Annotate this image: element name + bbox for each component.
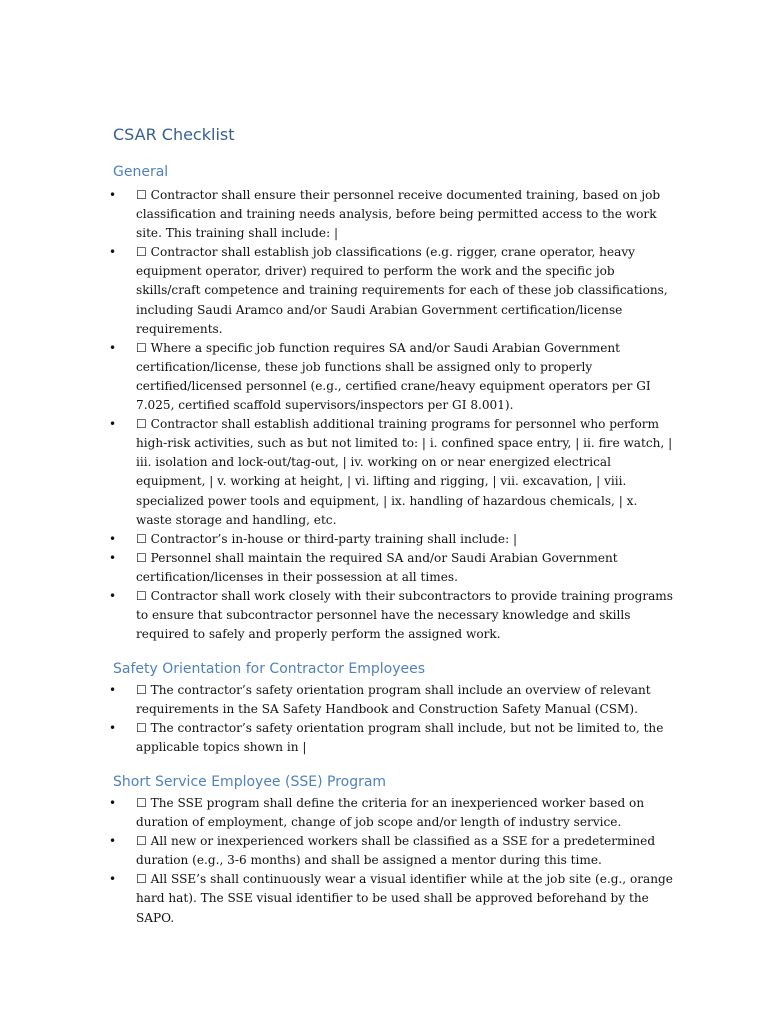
section-safety-orientation — [109, 659, 673, 757]
checklist-item-text: ☐ All SSE’s shall continuously wear a visual identifier while at the job site (e.g., orange hard hat). The SSE visual identifier to be used shall be approved beforehand by the SAPO. — [136, 872, 673, 925]
bullet-icon: • — [109, 796, 117, 810]
bullet-icon: • — [109, 245, 117, 260]
bullet-icon: • — [109, 721, 117, 736]
checklist-item-text: ☐ Contractor shall establish additional training programs for personnel who perform high-risk activities, such as but not limited to: | i. confined space entry, | ii. fire watch, | iii. isolation and lock-out/tag-out, | iv. working on or near energized electrical equipment, | v. working at height, | vi. lifting and rigging, | vii. excavation, | viii. specialized power tools and equipment, | ix. handling of hazardous chemicals, | x. waste storage and handling, etc. — [136, 417, 673, 527]
bullet-icon: • — [109, 834, 117, 849]
checklist-item — [109, 415, 673, 530]
checklist-item — [109, 681, 673, 719]
document-title: CSAR Checklist — [113, 125, 235, 144]
checklist-item — [109, 870, 673, 927]
checklist-item — [109, 832, 673, 870]
checklist-item-text: ☐ Contractor shall establish job classifications (e.g. rigger, crane operator, heavy equipment operator, driver) required to perform the work and the specific job skills/craft competence and training requirements for each of these job classifications, including Saudi Aramco and/or Saudi Arabian Government certification/license requirements. — [136, 245, 668, 336]
checklist-item — [109, 719, 673, 757]
bullet-icon: • — [109, 550, 117, 565]
checklist — [109, 681, 673, 757]
checklist-item-text: ☐ Contractor shall work closely with their subcontractors to provide training programs to ensure that subcontractor personnel have the necessary knowledge and skills required to safely and properly perform the assigned work. — [136, 588, 673, 642]
checklist-item-text: ☐ The contractor’s safety orientation program shall include, but not be limited to, the applicable topics shown in | — [136, 721, 664, 755]
checklist — [109, 186, 673, 644]
checklist-item-text: ☐ The contractor’s safety orientation program shall include an overview of relevant requirements in the SA Safety Handbook and Construction Safety Manual (CSM). — [136, 683, 651, 717]
bullet-icon: • — [109, 417, 117, 432]
checklist-item-text: ☐ The SSE program shall define the criteria for an inexperienced worker based on duration of employment, change of job scope and/or length of industry service. — [136, 796, 645, 830]
checklist-item — [109, 530, 673, 549]
bullet-icon: • — [109, 588, 117, 603]
checklist-item-text: ☐ Contractor’s in-house or third-party training shall include: | — [136, 531, 518, 546]
bullet-icon: • — [109, 340, 117, 355]
checklist — [109, 794, 673, 928]
bullet-icon: • — [109, 188, 117, 202]
checklist-item — [109, 243, 673, 338]
section-sse-program — [109, 772, 673, 928]
checklist-item-text: ☐ Contractor shall ensure their personnel receive documented training, based on job classification and training needs analysis, before being permitted access to the work site. This training shall include: | — [136, 188, 661, 241]
section-general — [109, 162, 673, 644]
checklist-item-text: ☐ Where a specific job function requires SA and/or Saudi Arabian Government certification/license, these job functions shall be assigned only to properly certified/licensed personnel (e.g., certified crane/heavy equipment operators per GI 7.025, certified scaffold supervisors/inspectors per GI 8.001). — [136, 340, 651, 413]
checklist-item — [109, 587, 673, 644]
bullet-icon: • — [109, 683, 117, 697]
section-heading: Short Service Employee (SSE) Program — [113, 774, 387, 790]
section-heading: Safety Orientation for Contractor Employees — [113, 661, 426, 677]
checklist-item — [109, 549, 673, 587]
checklist-item — [109, 339, 673, 415]
checklist-item — [109, 186, 673, 243]
bullet-icon: • — [109, 872, 117, 887]
section-heading: General — [113, 164, 169, 180]
checklist-item-text: ☐ All new or inexperienced workers shall be classified as a SSE for a predetermined duration (e.g., 3-6 months) and shall be assigned a mentor during this time. — [136, 834, 656, 868]
checklist-item — [109, 794, 673, 832]
checklist-item-text: ☐ Personnel shall maintain the required SA and/or Saudi Arabian Government certification/licenses in their possession at all times. — [136, 550, 618, 584]
bullet-icon: • — [109, 531, 117, 546]
